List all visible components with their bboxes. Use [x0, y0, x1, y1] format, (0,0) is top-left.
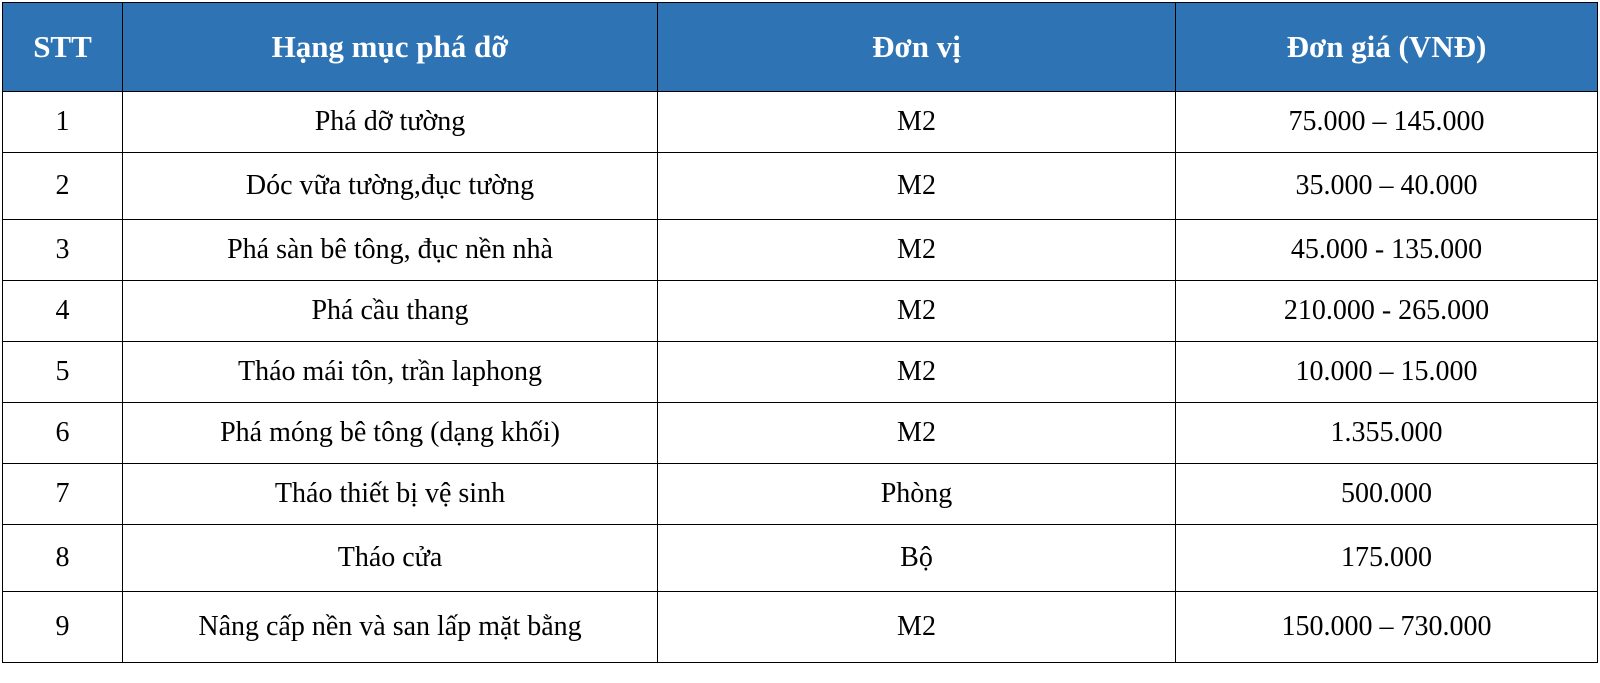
cell-unit: M2: [658, 153, 1176, 220]
table-row: [3, 342, 1598, 403]
cell-price: 500.000: [1176, 464, 1598, 525]
cell-stt: 1: [3, 92, 123, 153]
cell-unit: Bộ: [658, 525, 1176, 592]
cell-stt: 3: [3, 220, 123, 281]
cell-price: 210.000 - 265.000: [1176, 281, 1598, 342]
price-table-container: [2, 2, 1597, 663]
cell-price: 150.000 – 730.000: [1176, 592, 1598, 663]
cell-stt: 2: [3, 153, 123, 220]
table-row: [3, 592, 1598, 663]
cell-unit: M2: [658, 281, 1176, 342]
header-unit: Đơn vị: [658, 3, 1176, 92]
cell-item: Phá cầu thang: [123, 281, 658, 342]
cell-price: 175.000: [1176, 525, 1598, 592]
cell-price: 1.355.000: [1176, 403, 1598, 464]
table-row: [3, 220, 1598, 281]
cell-unit: M2: [658, 403, 1176, 464]
table-row: [3, 281, 1598, 342]
cell-stt: 7: [3, 464, 123, 525]
cell-price: 75.000 – 145.000: [1176, 92, 1598, 153]
demolition-price-table: [2, 2, 1598, 663]
cell-item: Nâng cấp nền và san lấp mặt bằng: [123, 592, 658, 663]
table-row: [3, 403, 1598, 464]
cell-unit: M2: [658, 342, 1176, 403]
header-stt: STT: [3, 3, 123, 92]
cell-stt: 8: [3, 525, 123, 592]
cell-item: Tháo mái tôn, trần laphong: [123, 342, 658, 403]
table-header-row: [3, 3, 1598, 92]
cell-unit: M2: [658, 592, 1176, 663]
cell-unit: Phòng: [658, 464, 1176, 525]
cell-stt: 6: [3, 403, 123, 464]
table-row: [3, 153, 1598, 220]
header-item: Hạng mục phá dỡ: [123, 3, 658, 92]
table-row: [3, 92, 1598, 153]
table-row: [3, 525, 1598, 592]
cell-stt: 9: [3, 592, 123, 663]
cell-unit: M2: [658, 92, 1176, 153]
cell-item: Phá sàn bê tông, đục nền nhà: [123, 220, 658, 281]
cell-item: Phá dỡ tường: [123, 92, 658, 153]
cell-item: Tháo thiết bị vệ sinh: [123, 464, 658, 525]
cell-stt: 4: [3, 281, 123, 342]
cell-price: 10.000 – 15.000: [1176, 342, 1598, 403]
cell-price: 35.000 – 40.000: [1176, 153, 1598, 220]
cell-item: Tháo cửa: [123, 525, 658, 592]
cell-item: Dóc vữa tường,đục tường: [123, 153, 658, 220]
cell-unit: M2: [658, 220, 1176, 281]
cell-item: Phá móng bê tông (dạng khối): [123, 403, 658, 464]
table-row: [3, 464, 1598, 525]
cell-stt: 5: [3, 342, 123, 403]
header-price: Đơn giá (VNĐ): [1176, 3, 1598, 92]
cell-price: 45.000 - 135.000: [1176, 220, 1598, 281]
